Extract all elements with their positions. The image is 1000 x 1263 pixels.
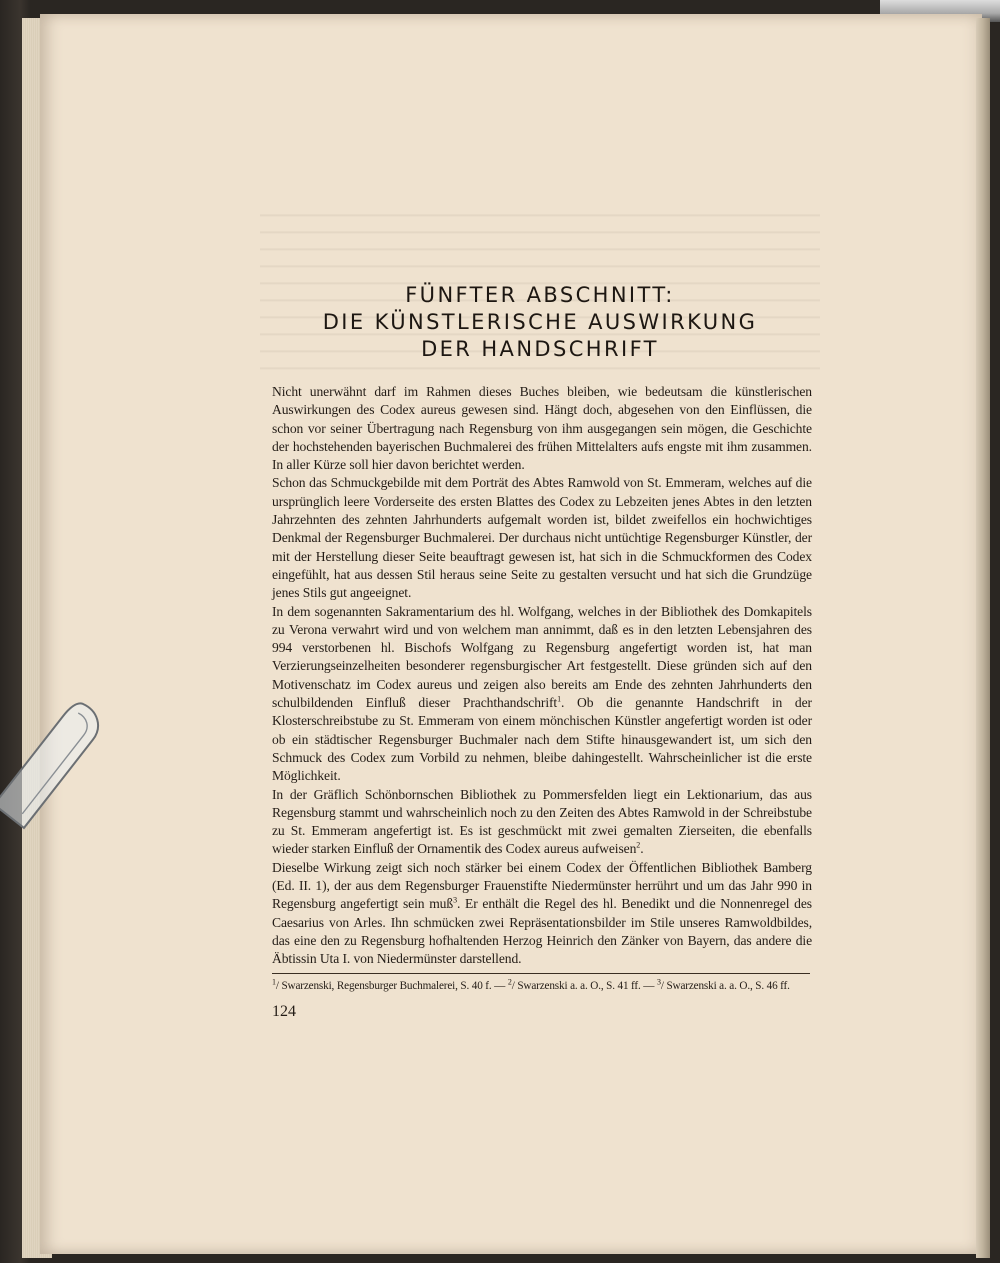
paragraph-text-after: . [640, 841, 644, 857]
heading-line-3: DER HANDSCHRIFT [421, 337, 659, 361]
chapter-heading [270, 282, 810, 363]
footnote-2: $^2$/ Swarzenski a. a. O., S. 41 ff. — [507, 977, 657, 992]
body-text [272, 383, 812, 969]
footnote-mark: 3 [656, 977, 661, 987]
paragraph-4 [272, 786, 812, 859]
footnote-mark: 2 [507, 977, 512, 987]
page-edges-right [976, 18, 990, 1258]
footnote-ref: 1 [557, 694, 562, 704]
paragraph-text: Schon das Schmuckgebilde mit dem Porträt des Abtes Ramwold von St. Emmeram, welches auf die ursprünglich leere Vorderseite des ersten Blattes des Codex zu Lebzeiten jenes Abtes in den letzten Jahrzehnten des zehnten Jahrhunderts aufgemalt worden ist, bildet zweifellos ein hochwichtiges Denkmal der Regensburger Buchmalerei. Der durchaus nicht untüchtige Regensburger Künstler, der mit der Herstellung dieser Seite beauftragt gewesen ist, hat sich in die Schmuckformen des Codex eingefühlt, hat aus dessen Stil heraus seine Seite zu gestalten versucht und hat sich die Grundzüge jenes Stils gut angeeignet. [272, 475, 812, 601]
footnote-mark: 1 [272, 977, 276, 987]
footnote-ref: 2 [636, 840, 641, 850]
paragraph-text: Dieselbe Wirkung zeigt sich noch stärker bei einem Codex der Öffentlichen Bibliothek Bamberg (Ed. II. 1), der aus dem Regensburger Frauenstifte Niedermünster herrührt und um das Jahr 990 in Regensburg angefertigt sein muß [272, 859, 812, 912]
footnote-text: Swarzenski, Regensburger Buchmalerei, S. 40 f. — [281, 980, 508, 992]
footnote-text: Swarzenski a. a. O., S. 41 ff. — [517, 980, 657, 992]
paragraph-3 [272, 603, 812, 786]
paragraph-2 [272, 474, 812, 602]
heading-line-1: FÜNFTER ABSCHNITT: [405, 283, 675, 307]
heading-line-2: DIE KÜNSTLERISCHE AUSWIRKUNG [322, 310, 758, 334]
paragraph-text-after: . Ob die genannte Handschrift in der Klosterschreibstube zu St. Emmeram von einem mönchischen Künstler angefertigt worden ist oder ob ein städtischer Regensburger Buchmaler nach dem Stifte hinausgewandert ist, um sich den Schmuck des Codex zum Vorbild zu nehmen, bleibe dahingestellt. Wahrscheinlicher ist die erste Möglichkeit. [272, 695, 812, 784]
paragraph-1 [272, 383, 812, 474]
paragraph-text-after: . Er enthält die Regel des hl. Benedikt und die Nonnenregel des Caesarius von Arles. Ihn schmücken zwei Repräsentationsbilder im Stile unseres Ramwoldbildes, das eine den zu Regensburg hofhaltenden Herzog Heinrich den Zänker von Bayern, das andere die Äbtissin Uta I. von Niedermünster darstellend. [272, 896, 812, 967]
footnotes [272, 979, 812, 993]
footnote-3: $^3$/ Swarzenski a. a. O., S. 46 ff. [656, 977, 790, 992]
footnote-divider [272, 973, 810, 974]
page-number: 124 [272, 1003, 296, 1020]
paragraph-text: In dem sogenannten Sakramentarium des hl. Wolfgang, welches in der Bibliothek des Domkapitels zu Verona verwahrt wird und von welchem man annimmt, daß es in den letzten Lebensjahren des 994 verstorbenen hl. Bischofs Wolfgang zu Regensburg angefertigt worden ist, hat man Verzierungseinzelheiten besonderer regensburgischer Art festgestellt. Diese gründen sich auf den Motivenschatz im Codex aureus und zeigen also bereits am Ende des zehnten Jahrhunderts den schulbildenden Einfluß dieser Prachthandschrift [272, 603, 812, 711]
paragraph-text: In der Gräflich Schönbornschen Bibliothek zu Pommersfelden liegt ein Lektionarium, das aus Regensburg stammt und wahrscheinlich noch zu den Zeiten des Abtes Ramwold in der Schreibstube zu St. Emmeram angefertigt ist. Es ist geschmückt mit zwei gemalten Zierseiten, die ebenfalls wieder starken Einfluß der Ornamentik des Codex aureus aufweisen [272, 786, 812, 857]
paragraph-5 [272, 859, 812, 969]
footnote-ref: 3 [453, 895, 457, 905]
footnote-text: Swarzenski a. a. O., S. 46 ff. [666, 980, 790, 992]
footnote-1: $^1$/ Swarzenski, Regensburger Buchmalerei, S. 40 f. — [272, 977, 508, 992]
paragraph-text: Nicht unerwähnt darf im Rahmen dieses Buches bleiben, wie bedeutsam die künstlerischen Auswirkungen des Codex aureus gewesen sind. Hängt doch, abgesehen von den Einflüssen, die schon vor seiner Übertragung nach Regensburg von ihm ausgegangen sein mögen, die Geschichte der hochstehenden bayerischen Buchmalerei des frühen Mittelalters aufs engste mit ihm zusammen. In aller Kürze soll hier davon berichtet werden. [272, 384, 812, 473]
